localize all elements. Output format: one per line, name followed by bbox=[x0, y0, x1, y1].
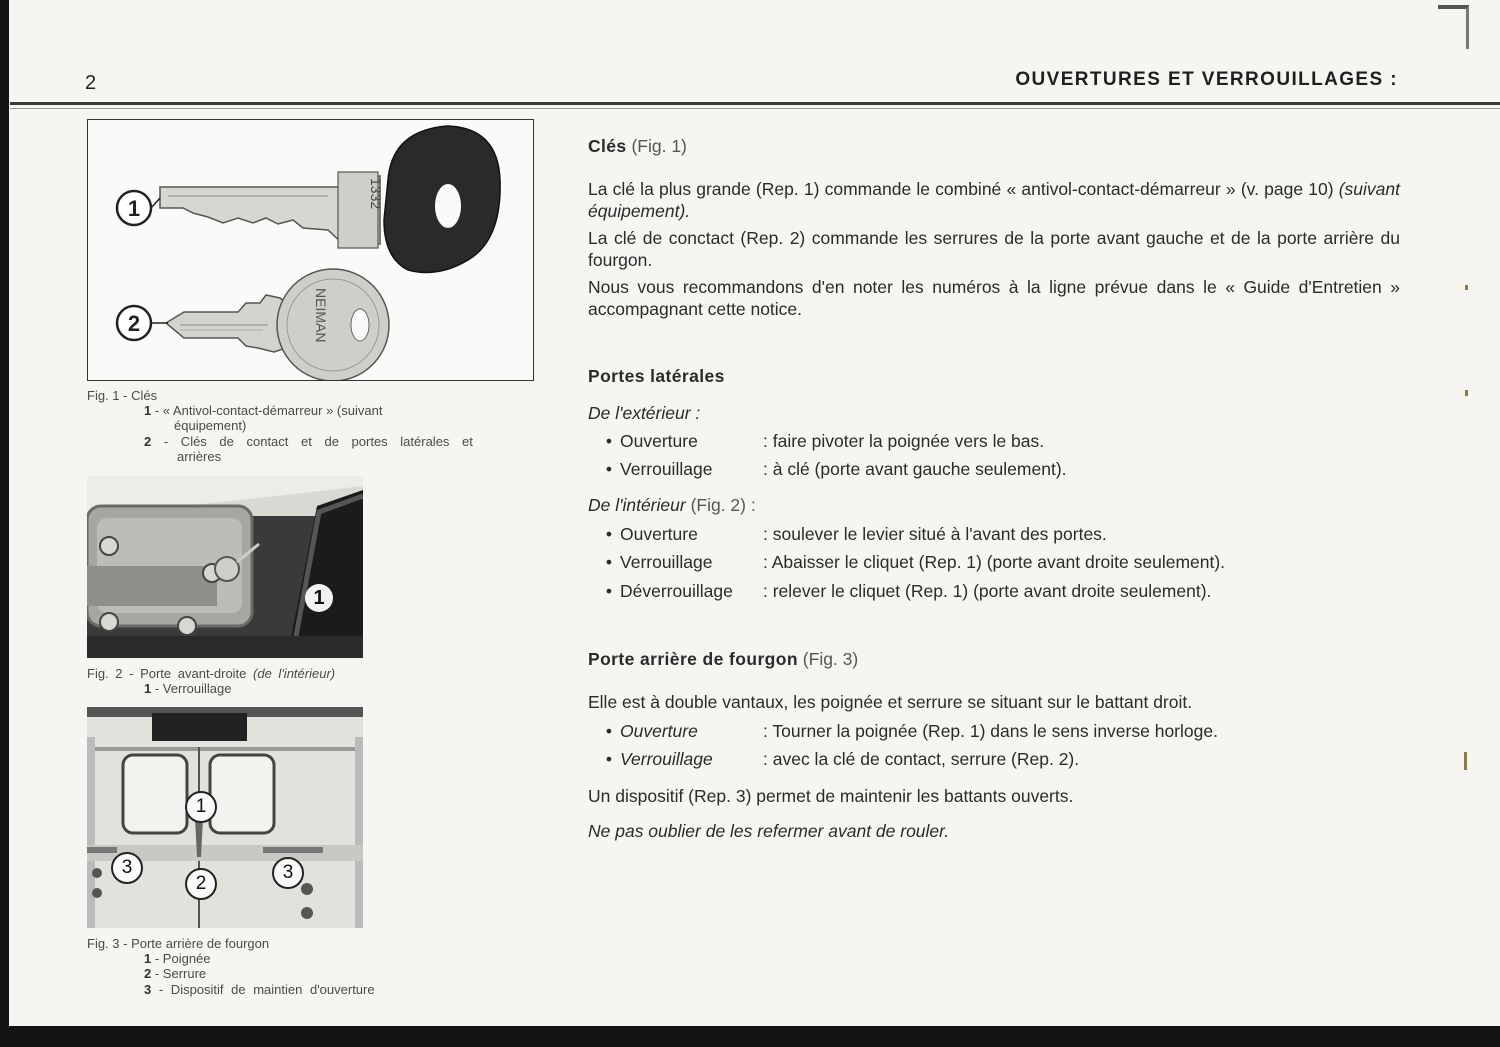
list-item: • Verrouillage : avec la clé de contact, serrure (Rep. 2). bbox=[605, 749, 1080, 769]
van-rear-doors-photo bbox=[87, 707, 363, 928]
keys-illustration bbox=[88, 120, 533, 380]
caption-title: Fig. 2 - Porte avant-droite (de l'intérieur) bbox=[87, 666, 336, 681]
key2-brand-text: NEIMAN bbox=[313, 288, 329, 343]
page-number: 2 bbox=[85, 72, 97, 94]
header-rule-thin bbox=[10, 108, 1500, 109]
list-item: • Déverrouillage : relever le cliquet (Rep. 1) (porte avant droite seulement). bbox=[605, 581, 1212, 601]
margin-speck bbox=[1465, 285, 1468, 290]
page-bottom-edge bbox=[0, 1026, 1500, 1047]
figure-1-keys bbox=[87, 119, 534, 381]
corner-crop-mark bbox=[1438, 5, 1469, 49]
figure-2-caption bbox=[87, 666, 447, 700]
callout-1: 1 bbox=[305, 584, 333, 612]
callout-1 bbox=[117, 191, 160, 225]
figure-3-van-doors-photo bbox=[87, 707, 363, 928]
figure-3-caption bbox=[87, 936, 467, 1000]
list-item: • Ouverture : soulever le levier situé à l'avant des portes. bbox=[605, 524, 1107, 544]
figure-2-door-photo bbox=[87, 476, 363, 658]
small-key-image bbox=[166, 269, 389, 380]
caption-title: Fig. 1 - Clés bbox=[87, 388, 158, 403]
interieur-label: De l'intérieur (Fig. 2) : bbox=[588, 495, 756, 515]
svg-text:2: 2 bbox=[127, 311, 141, 336]
caption-item: 1 - « Antivol-contact-démarreur » (suivant bbox=[144, 403, 383, 418]
page-binding-edge bbox=[0, 0, 9, 1047]
callout-3-left: 3 bbox=[111, 852, 143, 884]
large-key-image bbox=[160, 126, 500, 272]
callout-3-right: 3 bbox=[272, 857, 304, 889]
callout-1: 1 bbox=[185, 791, 217, 823]
caption-title: Fig. 3 - Porte arrière de fourgon bbox=[87, 936, 270, 951]
dispositif-paragraph: Un dispositif (Rep. 3) permet de maintenir les battants ouverts. bbox=[588, 786, 1074, 806]
margin-speck bbox=[1465, 390, 1468, 396]
porte-arriere-intro: Elle est à double vantaux, les poignée et serrure se situant sur le battant droit. bbox=[588, 692, 1193, 712]
cles-paragraph-2: La clé de conctact (Rep. 2) commande les serrures de la porte avant gauche et de la porte arrière du fourgon. bbox=[588, 228, 1400, 270]
callout-2: 2 bbox=[185, 868, 217, 900]
warning-note: Ne pas oublier de les refermer avant de rouler. bbox=[588, 821, 950, 841]
caption-item: 2 - Serrure bbox=[144, 966, 207, 981]
exterieur-label: De l'extérieur : bbox=[588, 403, 701, 423]
list-item: • Ouverture : Tourner la poignée (Rep. 1) dans le sens inverse horloge. bbox=[605, 721, 1218, 741]
margin-speck bbox=[1464, 752, 1467, 770]
door-latch-photo bbox=[87, 476, 363, 658]
section-portes-laterales-heading: Portes latérales bbox=[588, 366, 725, 386]
section-header: OUVERTURES ET VERROUILLAGES : bbox=[1015, 69, 1398, 90]
caption-item: arrières bbox=[177, 449, 222, 464]
caption-item: 2 - Clés de contact et de portes latérales et bbox=[144, 434, 473, 449]
cles-paragraph-3: Nous vous recommandons d'en noter les numéros à la ligne prévue dans le « Guide d'Entretien » accompagnant cette notice. bbox=[588, 277, 1400, 319]
key1-number-text: 1332 bbox=[368, 178, 384, 210]
cles-paragraph-1: La clé la plus grande (Rep. 1) commande le combiné « antivol-contact-démarreur » (v. page 10) (suivant équipement). bbox=[588, 179, 1400, 221]
section-porte-arriere-heading: Porte arrière de fourgon (Fig. 3) bbox=[588, 649, 859, 669]
list-item: • Verrouillage : à clé (porte avant gauche seulement). bbox=[605, 459, 1067, 479]
list-item: • Verrouillage : Abaisser le cliquet (Rep. 1) (porte avant droite seulement). bbox=[605, 552, 1226, 572]
section-cles-heading: Clés (Fig. 1) bbox=[588, 136, 687, 156]
figure-1-caption bbox=[87, 388, 527, 468]
header-rule bbox=[10, 102, 1500, 105]
list-item: • Ouverture : faire pivoter la poignée vers le bas. bbox=[605, 431, 1045, 451]
caption-item: 3 - Dispositif de maintien d'ouverture bbox=[144, 982, 375, 997]
caption-item: équipement) bbox=[174, 418, 247, 433]
callout-2 bbox=[117, 306, 168, 340]
svg-text:1: 1 bbox=[127, 196, 141, 221]
caption-item: 1 - Poignée bbox=[144, 951, 211, 966]
caption-item: 1 - Verrouillage bbox=[144, 681, 232, 696]
